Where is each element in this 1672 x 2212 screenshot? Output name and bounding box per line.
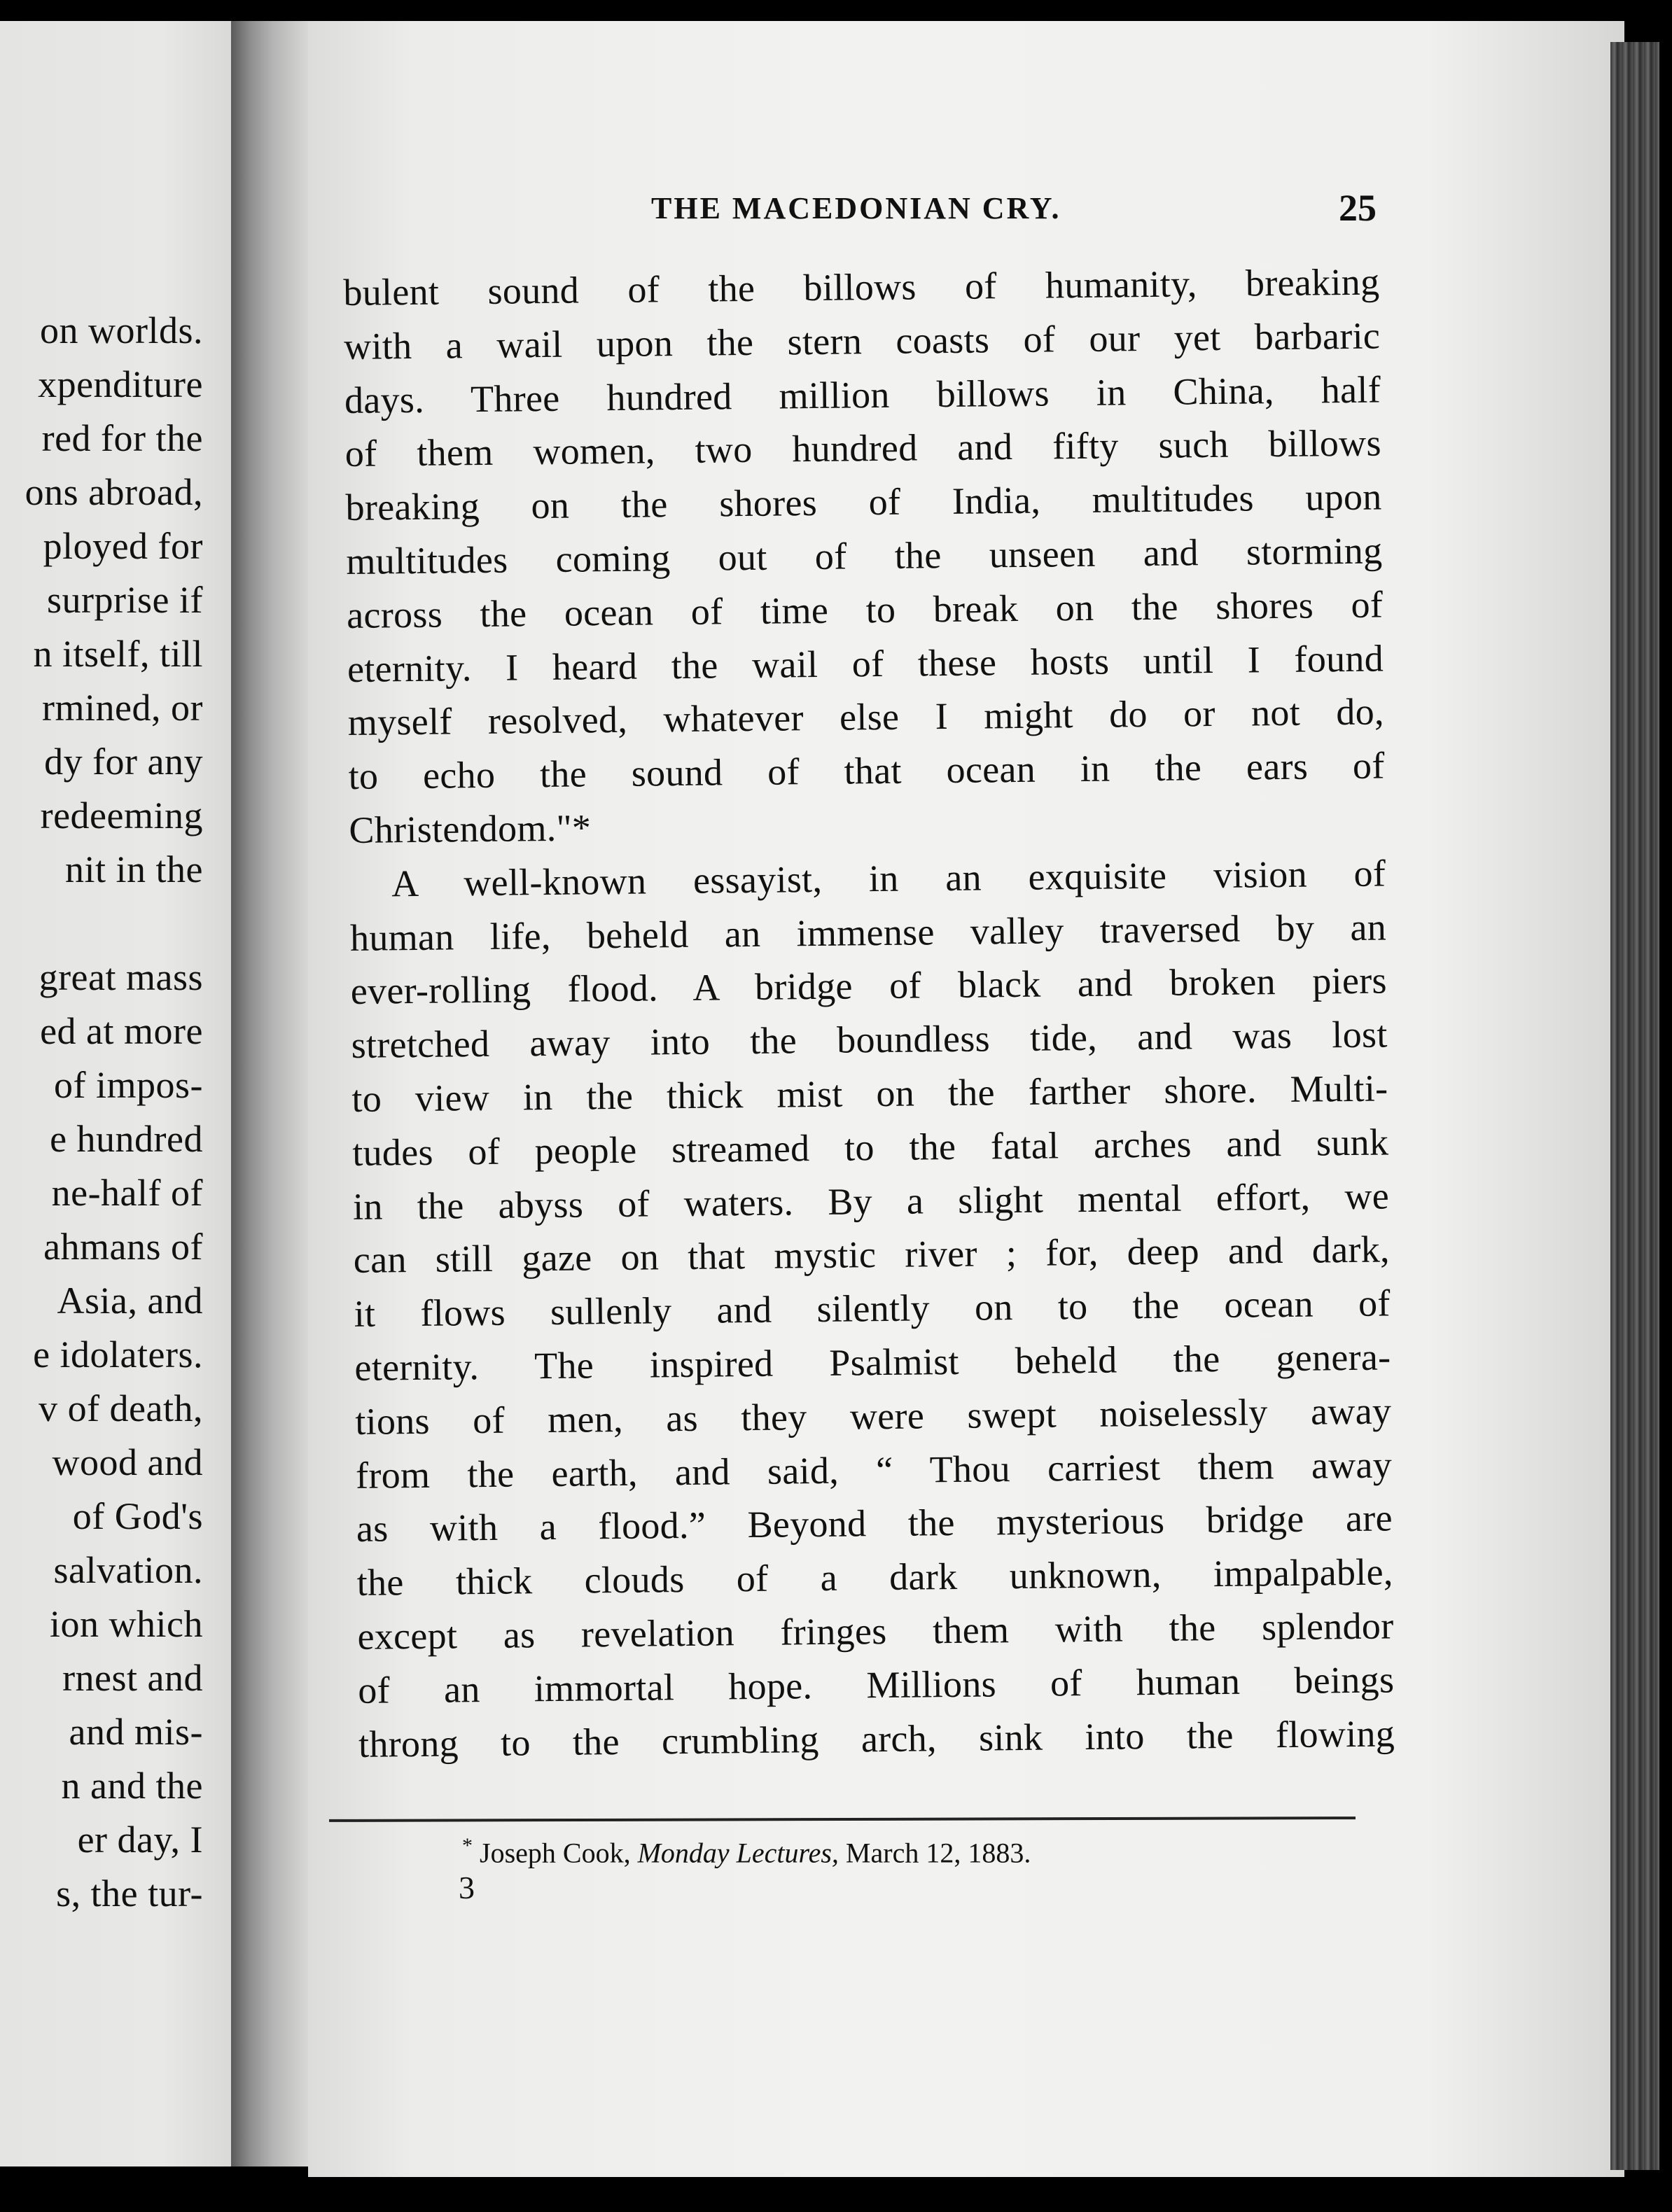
text-line: days. Three hundred million billows in China, half xyxy=(344,368,1381,421)
left-line: v of death, xyxy=(39,1387,203,1429)
footnote xyxy=(462,1834,1031,1869)
footnote-work: Monday Lectures, xyxy=(637,1837,839,1869)
left-line: e idolaters. xyxy=(33,1334,203,1376)
text-line: human life, beheld an immense valley traversed by an xyxy=(349,906,1387,959)
left-line: ahmans of xyxy=(43,1226,203,1268)
left-line: er day, I xyxy=(77,1819,203,1861)
page-number: 25 xyxy=(1339,187,1377,229)
left-line: e hundred xyxy=(50,1118,203,1160)
text-line: tudes of people streamed to the fatal arches and sunk xyxy=(351,1121,1389,1174)
left-line: ployed for xyxy=(43,525,203,567)
left-line: rnest and xyxy=(62,1657,203,1699)
text-line: multitudes coming out of the unseen and storming xyxy=(346,529,1383,582)
text-line: of an immortal hope. Millions of human beings xyxy=(357,1658,1395,1712)
left-line: rmined, or xyxy=(42,687,203,729)
text-line: of them women, two hundred and fifty such billows xyxy=(344,421,1382,475)
left-line xyxy=(0,897,203,951)
left-line: ne-half of xyxy=(51,1172,203,1214)
left-line: and mis- xyxy=(69,1711,203,1753)
paragraph-start: A well-known essayist, in an exquisite vision of xyxy=(391,852,1386,905)
left-line: on worlds. xyxy=(40,309,203,351)
left-line: dy for any xyxy=(44,741,203,783)
text-line: it flows sullenly and silently on to the ocean of xyxy=(354,1282,1391,1336)
text-line: breaking on the shores of India, multitudes upon xyxy=(345,475,1382,529)
signature-mark: 3 xyxy=(459,1870,475,1905)
left-line: Asia, and xyxy=(57,1280,203,1322)
left-line: ed at more xyxy=(40,1010,203,1052)
left-line: surprise if xyxy=(47,579,203,621)
text-line: eternity. I heard the wail of these hosts until I found xyxy=(347,637,1384,690)
running-title: THE MACEDONIAN CRY. xyxy=(651,191,1061,225)
body-text xyxy=(343,255,1395,1772)
left-line: redeeming xyxy=(40,794,203,836)
text-line: except as revelation fringes them with the splendor xyxy=(357,1604,1394,1658)
previous-page-text xyxy=(0,304,203,1921)
text-line: to echo the sound of that ocean in the ears of xyxy=(348,744,1385,798)
footnote-date: March 12, 1883. xyxy=(845,1837,1031,1869)
text-line: bulent sound of the billows of humanity, breaking xyxy=(343,260,1380,314)
book-gutter-shadow xyxy=(231,21,308,2166)
text-line: across the ocean of time to break on the shores of xyxy=(346,583,1384,636)
left-line: xpenditure xyxy=(38,363,203,405)
left-line: red for the xyxy=(41,417,203,459)
left-line: n and the xyxy=(61,1765,203,1807)
previous-page xyxy=(0,21,231,2166)
left-line: wood and xyxy=(52,1441,203,1483)
left-line: great mass xyxy=(39,956,203,998)
left-line: n itself, till xyxy=(33,633,203,675)
text-line: to view in the thick mist on the farther shore. Multi- xyxy=(351,1067,1388,1120)
text-line: in the abyss of waters. By a slight mental effort, we xyxy=(352,1174,1390,1228)
text-line: myself resolved, whatever else I might do or not do, xyxy=(347,690,1385,744)
text-line: tions of men, as they were swept noiselessly away xyxy=(354,1390,1392,1443)
left-line: ion which xyxy=(50,1603,203,1645)
text-line: eternity. The inspired Psalmist beheld the genera- xyxy=(354,1336,1391,1389)
text-line: from the earth, and said, “ Thou carriest them away xyxy=(355,1443,1393,1497)
footnote-author: Joseph Cook, xyxy=(480,1837,631,1869)
page-edges xyxy=(1610,42,1659,2170)
left-line: of impos- xyxy=(54,1064,203,1106)
text-line: can still gaze on that mystic river ; for, deep and dark, xyxy=(353,1228,1391,1282)
left-line: nit in the xyxy=(65,848,203,890)
text-line: throng to the crumbling arch, sink into the flowing xyxy=(358,1712,1395,1765)
footnote-marker: * xyxy=(462,1834,473,1857)
text-line: stretched away into the boundless tide, and was lost xyxy=(351,1013,1388,1067)
left-line: ons abroad, xyxy=(25,471,203,513)
left-line: of God's xyxy=(72,1495,203,1537)
text-line: with a wail upon the stern coasts of our yet barbaric xyxy=(343,314,1381,368)
text-line: Christendom."* xyxy=(349,806,592,851)
left-line: s, the tur- xyxy=(56,1872,203,1914)
text-line: as with a flood.” Beyond the mysterious bridge are xyxy=(356,1497,1393,1550)
text-line: ever-rolling flood. A bridge of black and broken piers xyxy=(350,959,1388,1013)
text-line: the thick clouds of a dark unknown, impalpable, xyxy=(356,1550,1393,1604)
left-line: salvation. xyxy=(53,1549,203,1591)
